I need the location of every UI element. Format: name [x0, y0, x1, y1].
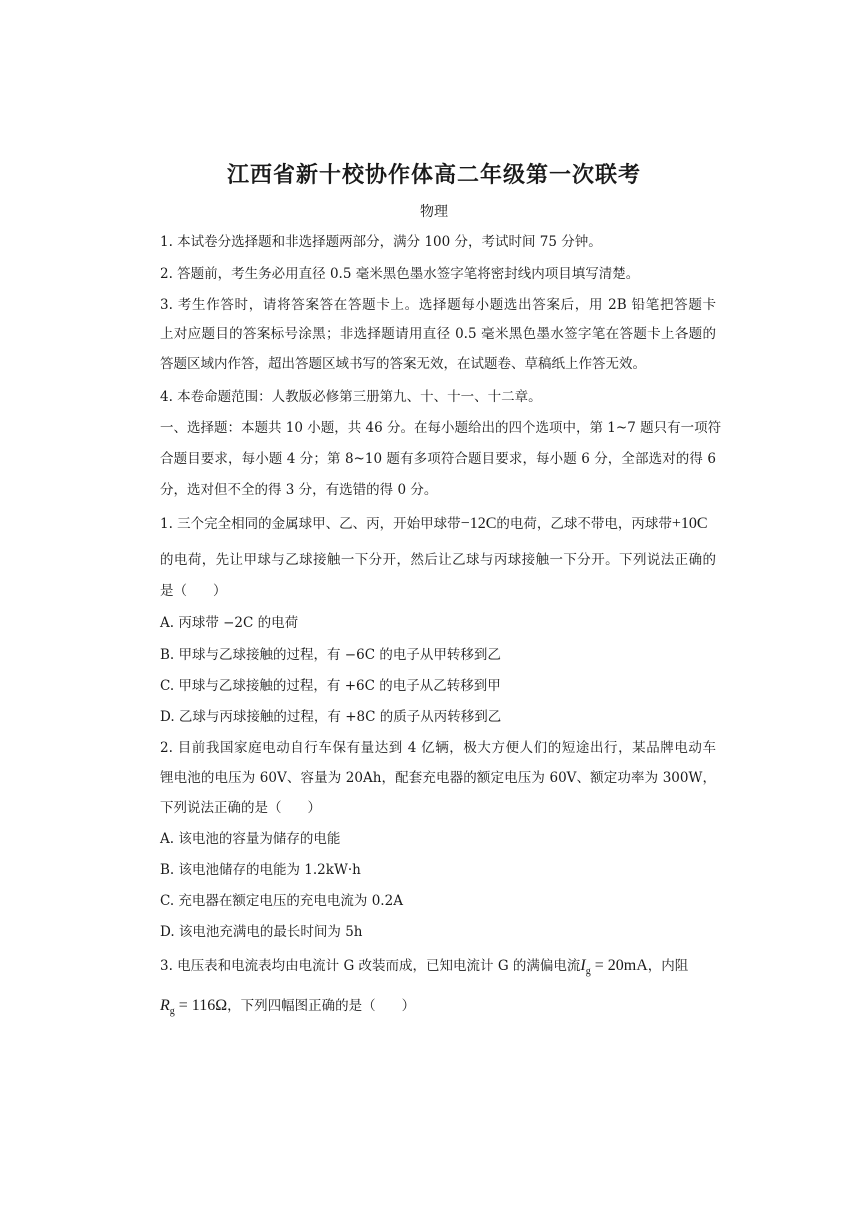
q3-text-a: 3. 电压表和电流表均由电流计 G 改装而成，已知电流计 G 的满偏电流 [160, 958, 581, 974]
rg-subscript: g [169, 1006, 175, 1018]
q3-rg-formula [160, 997, 228, 1018]
exam-title: 江西省新十校协作体高二年级第一次联考 [226, 162, 641, 188]
q2-option-d: D. 该电池充满电的最长时间为 5h [160, 924, 363, 940]
question-1-line-2: 的电荷，先让甲球与乙球接触一下分开，然后让乙球与丙球接触一下分开。下列说法正确的 [160, 552, 716, 568]
q1-bracket-close: ） [213, 583, 227, 599]
ig-value: = 20mA [590, 957, 648, 974]
q1-option-b: B. 甲球与乙球接触的过程，有 −6C 的电子从甲转移到乙 [160, 647, 501, 663]
note-1: 1. 本试卷分选择题和非选择题两部分，满分 100 分，考试时间 75 分钟。 [160, 234, 602, 250]
q1-charge-a: −12C [460, 515, 497, 532]
question-2-line-1: 2. 目前我国家庭电动自行车保有量达到 4 亿辆，极大方便人们的短途出行，某品牌电动车 [160, 740, 716, 756]
question-1-line-3 [160, 581, 716, 601]
subject-label: 物理 [420, 204, 448, 220]
q2-option-c: C. 充电器在额定电压的充电电流为 0.2A [160, 893, 403, 909]
q2-option-b: B. 该电池储存的电能为 1.2kW·h [160, 862, 361, 878]
note-3-line-3: 答题区域内作答，超出答题区域书写的答案无效，在试题卷、草稿纸上作答无效。 [160, 356, 646, 372]
q2-bracket-close: ） [307, 800, 321, 816]
q1-option-c: C. 甲球与乙球接触的过程，有 +6C 的电子从乙转移到甲 [160, 678, 501, 694]
rg-symbol: R [160, 997, 170, 1014]
question-3-line-1 [160, 956, 716, 982]
question-2-line-3 [160, 798, 716, 818]
section-1-line-2: 合题目要求，每小题 4 分；第 8~10 题有多项符合题目要求，每小题 6 分，全部选对的得 6 [160, 451, 716, 467]
q1-text-a: 1. 三个完全相同的金属球甲、乙、丙，开始甲球带 [160, 516, 461, 532]
ig-subscript: g [585, 966, 591, 978]
section-1-line-1: 一、选择题：本题共 10 小题，共 46 分。在每小题给出的四个选项中，第 1~7 题只有一项符 [160, 420, 722, 436]
q3-stem-end: ，下列四幅图正确的是（ [227, 998, 376, 1014]
question-2-line-2: 锂电池的电压为 60V、容量为 20Ah，配套充电器的额定电压为 60V、额定功率为 300W， [160, 770, 716, 786]
q1-stem-end: 是（ [160, 583, 187, 599]
note-3-line-1: 3. 考生作答时，请将答案答在答题卡上。选择题每小题选出答案后，用 2B 铅笔把答题卡 [160, 297, 716, 313]
q1-option-a: A. 丙球带 −2C 的电荷 [160, 615, 299, 631]
q2-stem-end: 下列说法正确的是（ [160, 800, 282, 816]
note-2: 2. 答题前，考生务必用直径 0.5 毫米黑色墨水签字笔将密封线内项目填写清楚。 [160, 266, 640, 282]
q1-text-b: 的电荷，乙球不带电，丙球带 [496, 516, 672, 532]
q3-text-b: ，内阻 [647, 958, 689, 974]
rg-value: = 116Ω [174, 997, 228, 1014]
question-1-line-1 [160, 514, 716, 534]
q3-ig-formula [580, 957, 648, 978]
section-1-line-3: 分，选对但不全的得 3 分，有选错的得 0 分。 [160, 482, 438, 498]
note-4: 4. 本卷命题范围：人教版必修第三册第九、十、十一、十二章。 [160, 389, 542, 405]
ig-symbol: I [580, 957, 586, 974]
question-3-line-2 [160, 996, 716, 1022]
q2-option-a: A. 该电池的容量为储存的电能 [160, 831, 341, 847]
q1-charge-b: +10C [671, 515, 708, 532]
q1-option-d: D. 乙球与丙球接触的过程，有 +8C 的质子从丙转移到乙 [160, 709, 502, 725]
q3-bracket-close: ） [401, 998, 416, 1014]
note-3-line-2: 上对应题目的答案标号涂黑；非选择题请用直径 0.5 毫米黑色墨水签字笔在答题卡上各题的 [160, 326, 716, 342]
